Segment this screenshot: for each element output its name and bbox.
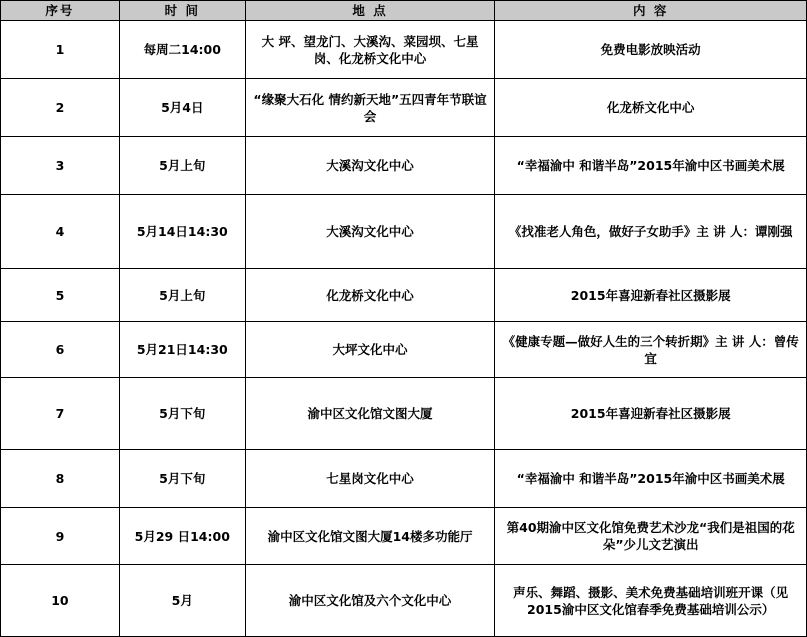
row-time: 5月14日14:30 <box>119 195 245 269</box>
row-content: 化龙桥文化中心 <box>495 79 807 137</box>
table-row <box>1 269 807 322</box>
row-content: 《找准老人角色，做好子女助手》主 讲 人：谭刚强 <box>495 195 807 269</box>
header-row <box>1 1 807 21</box>
row-place: 七星岗文化中心 <box>245 450 495 508</box>
table-row <box>1 21 807 79</box>
row-place: 渝中区文化馆文图大厦 <box>245 378 495 450</box>
row-no: 5 <box>1 269 120 322</box>
row-no: 4 <box>1 195 120 269</box>
row-no: 2 <box>1 79 120 137</box>
table-row <box>1 450 807 508</box>
row-time: 5月下旬 <box>119 450 245 508</box>
row-no: 7 <box>1 378 120 450</box>
header-content: 内 容 <box>495 1 807 21</box>
row-time: 5月4日 <box>119 79 245 137</box>
row-time: 5月29 日14:00 <box>119 508 245 565</box>
row-place: 大坪文化中心 <box>245 322 495 378</box>
row-time: 5月21日14:30 <box>119 322 245 378</box>
table-row <box>1 565 807 637</box>
row-place: 大 坪、望龙门、大溪沟、菜园坝、七星岗、化龙桥文化中心 <box>245 21 495 79</box>
table-row <box>1 79 807 137</box>
table-row <box>1 378 807 450</box>
row-content: 免费电影放映活动 <box>495 21 807 79</box>
row-place: 渝中区文化馆及六个文化中心 <box>245 565 495 637</box>
row-time: 5月下旬 <box>119 378 245 450</box>
row-place: “缘聚大石化 情约新天地”五四青年节联谊会 <box>245 79 495 137</box>
row-no: 9 <box>1 508 120 565</box>
row-content: 第40期渝中区文化馆免费艺术沙龙“我们是祖国的花朵”少儿文艺演出 <box>495 508 807 565</box>
row-time: 5月上旬 <box>119 269 245 322</box>
row-content: “幸福渝中 和谐半岛”2015年渝中区书画美术展 <box>495 137 807 195</box>
table-row <box>1 508 807 565</box>
header-time: 时 间 <box>119 1 245 21</box>
row-content: “幸福渝中 和谐半岛”2015年渝中区书画美术展 <box>495 450 807 508</box>
row-content: 2015年喜迎新春社区摄影展 <box>495 378 807 450</box>
header-no: 序号 <box>1 1 120 21</box>
row-no: 6 <box>1 322 120 378</box>
row-no: 1 <box>1 21 120 79</box>
row-no: 8 <box>1 450 120 508</box>
row-place: 化龙桥文化中心 <box>245 269 495 322</box>
row-place: 大溪沟文化中心 <box>245 137 495 195</box>
table-row <box>1 137 807 195</box>
row-content: 《健康专题—做好人生的三个转折期》主 讲 人：曾传宜 <box>495 322 807 378</box>
row-time: 5月上旬 <box>119 137 245 195</box>
row-content: 2015年喜迎新春社区摄影展 <box>495 269 807 322</box>
row-no: 3 <box>1 137 120 195</box>
row-place: 渝中区文化馆文图大厦14楼多功能厅 <box>245 508 495 565</box>
table-row <box>1 195 807 269</box>
row-content: 声乐、舞蹈、摄影、美术免费基础培训班开课（见2015渝中区文化馆春季免费基础培训公示） <box>495 565 807 637</box>
row-time: 每周二14:00 <box>119 21 245 79</box>
header-place: 地 点 <box>245 1 495 21</box>
row-place: 大溪沟文化中心 <box>245 195 495 269</box>
row-time: 5月 <box>119 565 245 637</box>
table-row <box>1 322 807 378</box>
row-no: 10 <box>1 565 120 637</box>
